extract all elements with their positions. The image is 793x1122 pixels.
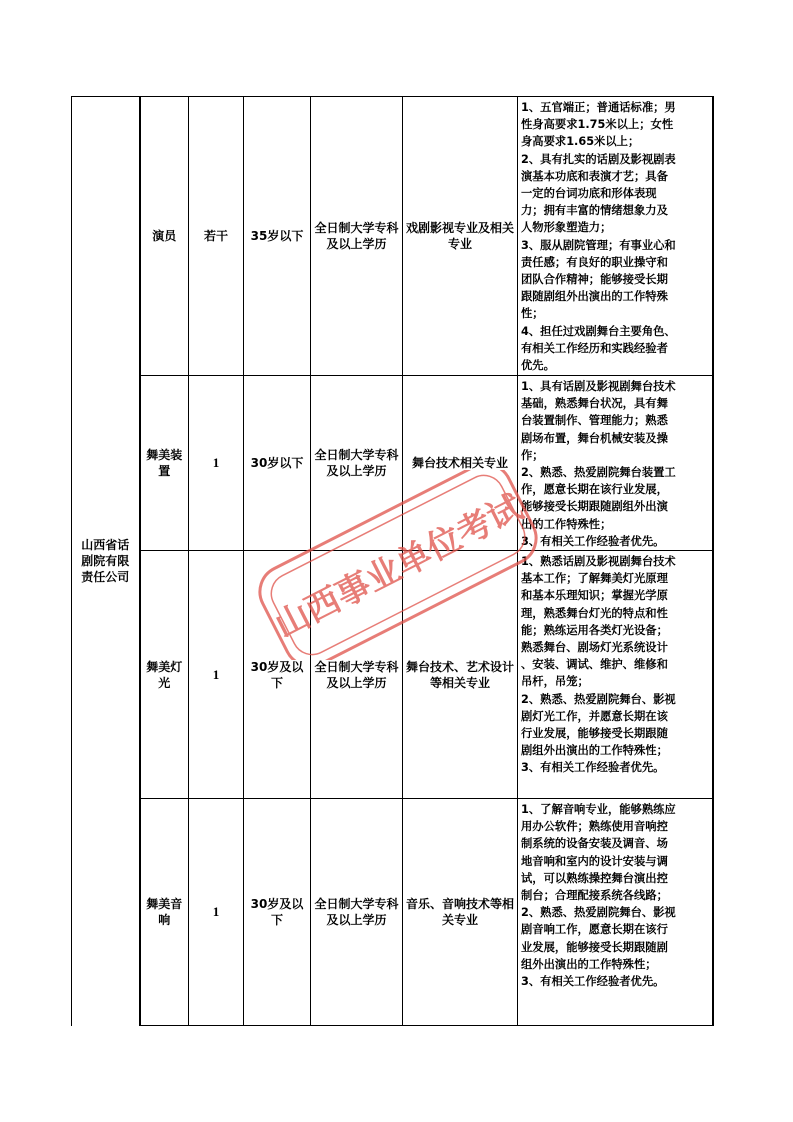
requirement-line: 一定的台词功底和形体表现 [521,187,657,201]
requirement-line: 剧组外出演出的工作特殊性； [521,744,668,758]
requirement-line: 、安装、调试、维护、维修和 [521,658,668,672]
requirement-line: 1、五官端正；普通话标准；男 [521,101,676,114]
requirement-line: 1、了解音响专业，能够熟练应 [521,803,676,817]
requirement-line: 3、有相关工作经验者优先。 [521,534,665,548]
requirements-cell [518,376,713,551]
requirement-line: 制台；合理配接系统各线路； [521,889,668,903]
requirement-line: 地音响和室内的设计安装与调 [521,854,668,868]
requirement-line: 团队合作精神；能够接受长期 [521,273,668,287]
requirement-line: 跟随剧组外出演出的工作特殊 [521,290,668,304]
table-row [72,376,713,551]
table-row [72,97,713,376]
requirement-line: 台装置制作、管理能力；熟悉 [521,414,668,428]
employer-cell [72,97,140,1026]
major-cell: 音乐、音响技术等相关专业 [403,799,518,1026]
age-cell: 30岁及以下 [244,551,311,799]
age-cell: 35岁以下 [244,97,311,376]
requirement-line: 出的工作特殊性； [521,517,612,531]
count-cell: 1 [189,799,244,1026]
requirement-line: 剧音响工作，愿意长期在该行 [521,923,668,937]
requirements-cell [518,799,713,1026]
age-cell: 30岁及以下 [244,799,311,1026]
requirement-line: 4、担任过戏剧舞台主要角色、 [521,324,676,338]
requirement-line: 熟悉舞台、剧场灯光系统设计 [521,641,668,655]
education-cell: 全日制大学专科及以上学历 [311,799,403,1026]
requirement-line: 1、具有话剧及影视剧舞台技术 [521,380,676,393]
requirement-line: 有相关工作经历和实践经验者 [521,341,668,355]
requirement-line: 身高要求1.65米以上； [521,135,640,149]
requirement-line: 业发展，能够接受长期跟随剧 [521,940,668,954]
education-cell: 全日制大学专科及以上学历 [311,376,403,551]
requirement-line: 人物形象塑造力； [521,221,612,235]
requirement-line: 试，可以熟练操控舞台演出控 [521,871,668,885]
requirement-line: 行业发展，能够接受长期跟随 [521,727,668,741]
recruitment-table [71,96,714,1026]
requirement-line: 作，愿意长期在该行业发展， [521,483,668,497]
requirements-cell [518,97,713,376]
position-cell: 舞美装置 [140,376,189,551]
requirement-line: 演基本功底和表演才艺；具备 [521,169,668,183]
requirement-line: 剧场布置，舞台机械安装及操 [521,431,668,445]
position-cell: 舞美音响 [140,799,189,1026]
requirements-cell [518,551,713,799]
requirement-line: 性身高要求1.75米以上；女性 [521,118,674,132]
major-cell: 舞台技术、艺术设计等相关专业 [403,551,518,799]
major-cell: 舞台技术相关专业 [403,376,518,551]
requirement-line: 吊杆，吊笼； [521,675,589,689]
count-cell: 1 [189,551,244,799]
requirement-line: 2、熟悉、热爱剧院舞台、影视 [521,906,676,920]
requirement-line: 和基本乐理知识；掌握光学原 [521,589,668,603]
watermark-text: 山西事业单位考试 [268,487,530,647]
count-cell: 若干 [189,97,244,376]
requirement-line: 优先。 [521,359,555,373]
requirement-line: 作； [521,448,544,462]
requirement-line: 3、服从剧院管理；有事业心和 [521,238,676,252]
position-cell: 演员 [140,97,189,376]
position-cell: 舞美灯光 [140,551,189,799]
requirement-line: 能够接受长期跟随剧组外出演 [521,500,668,514]
employer-name: 山西省话剧院有限责任公司 [81,538,130,585]
requirement-line: 2、熟悉、热爱剧院舞台、影视 [521,692,676,706]
requirement-line: 1、熟悉话剧及影视剧舞台技术 [521,555,676,569]
table-row [72,799,713,1026]
requirement-line: 用办公软件；熟练使用音响控 [521,820,668,834]
requirement-line: 能；熟练运用各类灯光设备； [521,623,668,637]
requirement-line: 3、有相关工作经验者优先。 [521,975,665,989]
table-row [72,551,713,799]
education-cell: 全日制大学专科及以上学历 [311,97,403,376]
requirement-line: 制系统的设备安装及调音、场 [521,837,668,851]
requirement-line: 2、具有扎实的话剧及影视剧表 [521,152,676,166]
requirement-line: 力；拥有丰富的情绪想象力及 [521,204,668,218]
education-cell: 全日制大学专科及以上学历 [311,551,403,799]
requirement-line: 性； [521,307,544,321]
requirement-line: 剧灯光工作，并愿意长期在该 [521,709,668,723]
age-cell: 30岁以下 [244,376,311,551]
requirement-line: 责任感；有良好的职业操守和 [521,255,668,269]
count-cell: 1 [189,376,244,551]
requirement-line: 3、有相关工作经验者优先。 [521,761,665,775]
requirement-line: 组外出演出的工作特殊性； [521,957,657,971]
requirement-line: 理，熟悉舞台灯光的特点和性 [521,606,668,620]
major-cell: 戏剧影视专业及相关专业 [403,97,518,376]
requirement-line: 基本工作；了解舞美灯光原理 [521,572,668,586]
requirement-line: 基础，熟悉舞台状况，具有舞 [521,397,668,411]
requirement-line: 2、熟悉、热爱剧院舞台装置工 [521,466,676,480]
